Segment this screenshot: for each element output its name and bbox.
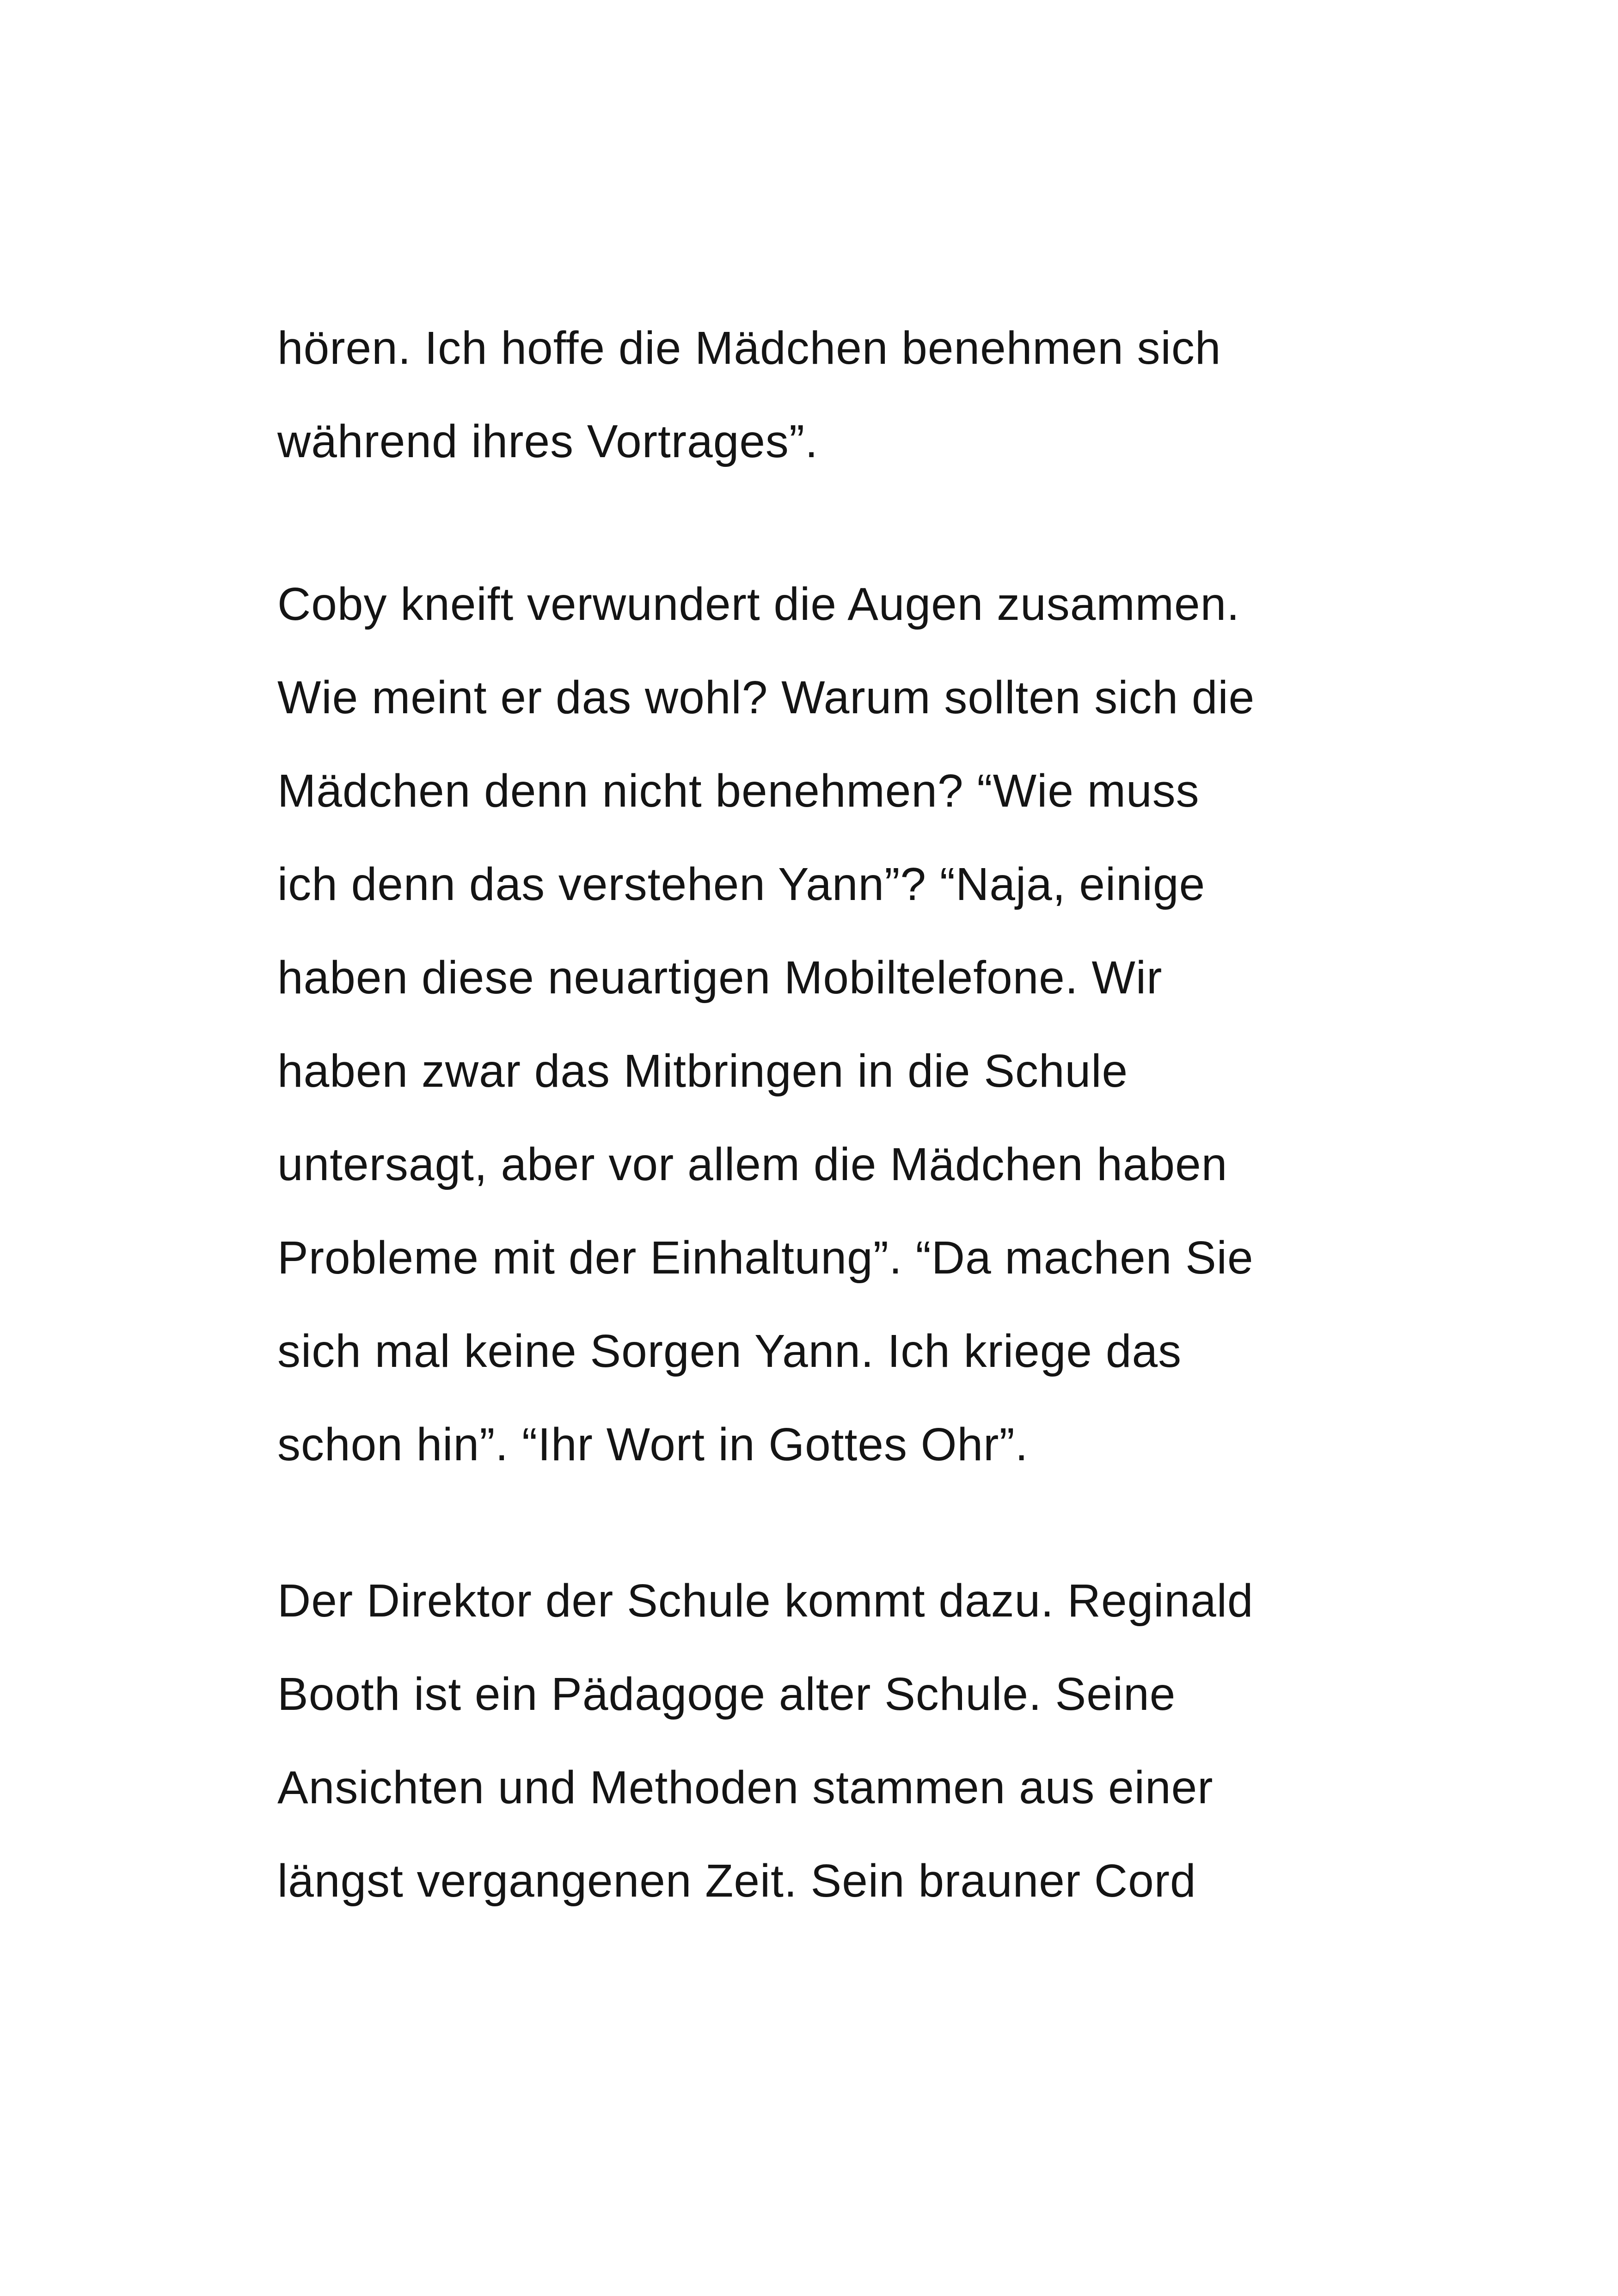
text-line: haben zwar das Mitbringen in die Schule [277, 1045, 1128, 1097]
text-line: Der Direktor der Schule kommt dazu. Reginald [277, 1575, 1254, 1627]
text-line: schon hin”. “Ihr Wort in Gottes Ohr”. [277, 1419, 1029, 1470]
text-line: Booth ist ein Pädagoge alter Schule. Seine [277, 1668, 1176, 1720]
paragraph-3 [277, 1554, 1387, 1928]
text-line: längst vergangenen Zeit. Sein brauner Cord [277, 1855, 1196, 1907]
text-line: während ihres Vortrages”. [277, 416, 819, 467]
paragraph-1 [277, 301, 1387, 488]
text-line: Coby kneift verwundert die Augen zusammen. [277, 578, 1240, 630]
paragraph-2 [277, 557, 1387, 1491]
text-line: sich mal keine Sorgen Yann. Ich kriege das [277, 1325, 1182, 1377]
text-line: Mädchen denn nicht benehmen? “Wie muss [277, 765, 1200, 817]
text-line: Ansichten und Methoden stammen aus einer [277, 1762, 1214, 1813]
text-line: haben diese neuartigen Mobiltelefone. Wir [277, 952, 1163, 1004]
text-line: untersagt, aber vor allem die Mädchen haben [277, 1139, 1228, 1190]
text-line: Wie meint er das wohl? Warum sollten sich die [277, 672, 1255, 723]
text-line: Probleme mit der Einhaltung”. “Da machen Sie [277, 1232, 1254, 1284]
text-line: ich denn das verstehen Yann”? “Naja, einige [277, 858, 1206, 910]
text-line: hören. Ich hoffe die Mädchen benehmen sich [277, 322, 1221, 374]
